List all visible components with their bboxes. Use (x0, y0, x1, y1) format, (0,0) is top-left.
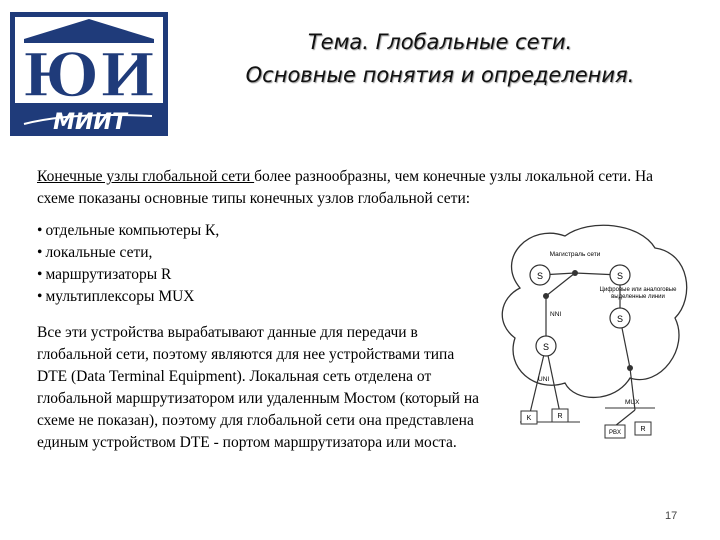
miit-logo (10, 12, 168, 136)
svg-text:R: R (557, 413, 563, 420)
svg-text:K: K (526, 415, 532, 422)
logo-letters: ЮИ (22, 41, 156, 111)
switch-node (610, 265, 630, 285)
svg-text:S: S (536, 271, 544, 281)
uni-label: UNI (538, 376, 550, 383)
svg-text:S: S (616, 314, 624, 324)
svg-text:R: R (640, 426, 646, 433)
router-node (635, 422, 651, 435)
intro-underlined: Конечные узлы глобальной сети (37, 168, 255, 185)
logo-wordmark: МИИТ (53, 110, 127, 135)
slide-title (180, 26, 700, 92)
svg-text:PBX: PBX (608, 430, 622, 436)
list-item: • мультиплексоры MUX (37, 286, 662, 308)
nni-label: NNI (550, 311, 562, 318)
intro-rest: более разнообразны, чем конечные узлы локальной сети. На схеме показаны основные типы конечных узлов глобальной сети: (37, 168, 654, 207)
switch-node (610, 308, 630, 328)
lines-label-1: Цифровые или аналоговые (599, 287, 677, 293)
list-item: • локальные сети, (37, 242, 662, 264)
mux-label: MUX (625, 399, 640, 406)
intro-paragraph (37, 166, 662, 210)
svg-text:S: S (542, 342, 550, 352)
title-line-1: Тема. Глобальные сети. (307, 30, 573, 54)
switch-node (530, 265, 550, 285)
pbx-node (605, 425, 625, 438)
list-item: • отдельные компьютеры К, (37, 220, 662, 242)
switch-node (536, 336, 556, 356)
computer-node (521, 411, 537, 424)
wan-diagram (490, 218, 695, 443)
backbone-label: Магистраль сети (549, 251, 601, 258)
list-item: • маршрутизаторы R (37, 264, 662, 286)
title-line-2: Основные понятия и определения. (245, 63, 635, 87)
dte-paragraph: Все эти устройства вырабатывают данные для передачи в глобальной сети, поэтому являются для нее устройствами типа DTE (Data Terminal Equipment). Локальная сеть отделена от глобальной маршрутизатором или удаленным Мостом (который на схеме не показан), поэтому для глобальной сети она представлена единым устройством DTE - портом маршрутизатора или моста. (37, 324, 479, 451)
svg-text:S: S (616, 271, 624, 281)
router-node (552, 409, 568, 422)
page-number: 17 (665, 510, 678, 522)
lines-label-2: выделенные линии (611, 294, 665, 300)
